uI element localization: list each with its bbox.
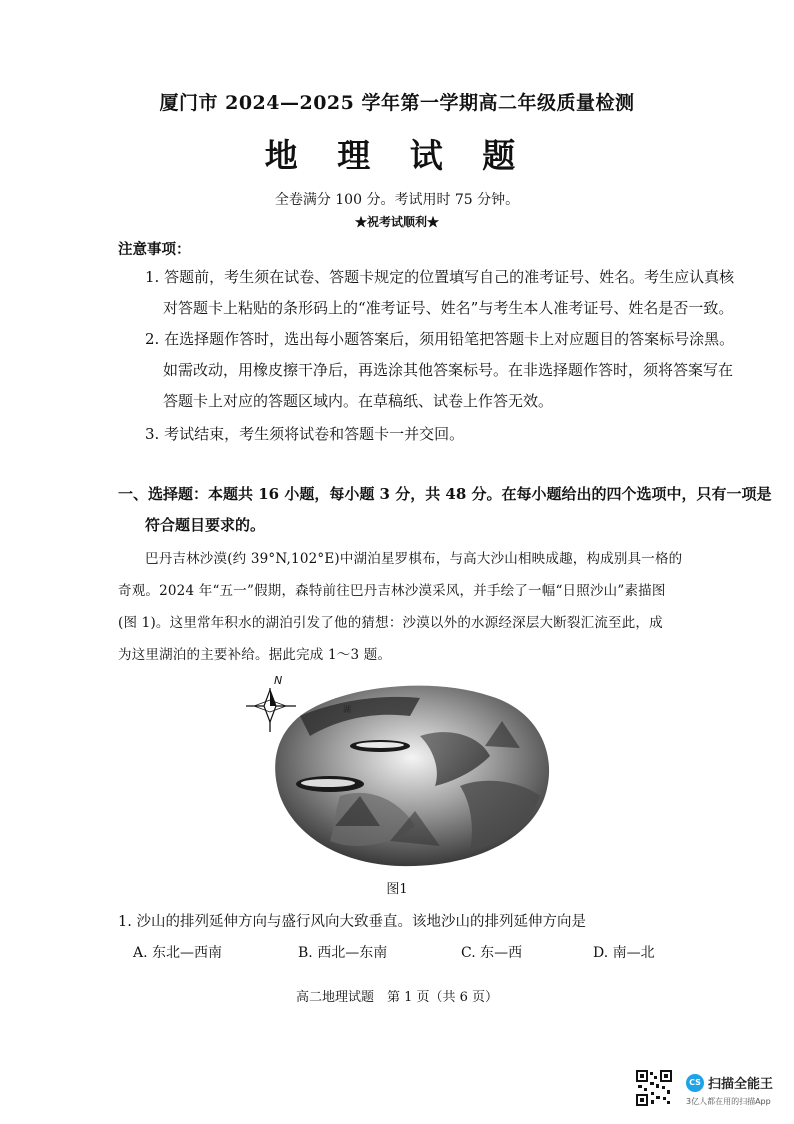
svg-text:湖: 湖 [343, 705, 351, 714]
passage-line: 巴丹吉林沙漠(约 39°N,102°E)中湖泊星罗棋布，与高大沙山相映成趣，构成别具一格的 [145, 551, 683, 567]
notice-line: 对答题卡上粘贴的条形码上的“准考证号、姓名”与考生本人准考证号、姓名是否一致。 [163, 299, 734, 317]
scanner-app-name: 扫描全能王 [708, 1077, 774, 1092]
exam-header: 厦门市 2024—2025 学年第一学期高二年级质量检测 [159, 92, 635, 114]
notice-line: 2. 在选择题作答时，选出每小题答案后，须用铅笔把答题卡上对应题目的答案标号涂黑。 [145, 330, 735, 348]
cs-logo-icon: CS [686, 1074, 704, 1092]
exam-wish: ★祝考试顺利★ [354, 215, 439, 229]
score-time-info: 全卷满分 100 分。考试用时 75 分钟。 [274, 192, 520, 208]
passage-line: (图 1)。这里常年积水的湖泊引发了他的猜想：沙漠以外的水源经深层大断裂汇流至此，成 [118, 615, 663, 631]
option-d: D. 南—北 [593, 945, 655, 961]
subject-title: 地 理 试 题 [264, 136, 530, 175]
figure-caption: 图1 [386, 882, 408, 897]
compass-icon [240, 676, 300, 736]
option-c: C. 东—西 [461, 945, 523, 961]
notice-line: 如需改动，用橡皮擦干净后，再选涂其他答案标号。在非选择题作答时，须将答案写在 [163, 361, 734, 379]
page-footer: 高二地理试题 第 1 页（共 6 页） [295, 990, 499, 1005]
notice-line: 3. 考试结束，考生须将试卷和答题卡一并交回。 [145, 425, 465, 443]
qr-code-icon [636, 1070, 672, 1106]
passage-line: 为这里湖泊的主要补给。据此完成 1～3 题。 [118, 647, 392, 663]
question-1-stem: 1. 沙山的排列延伸方向与盛行风向大致垂直。该地沙山的排列延伸方向是 [118, 914, 586, 930]
section-heading: 一、选择题：本题共 16 小题，每小题 3 分，共 48 分。在每小题给出的四个选项中，只有一项是 [118, 485, 772, 503]
north-label: N [274, 674, 283, 687]
notice-line: 答题卡上对应的答题区域内。在草稿纸、试卷上作答无效。 [163, 392, 554, 410]
notice-title: 注意事项： [118, 241, 191, 258]
option-b: B. 西北—东南 [298, 945, 388, 961]
notice-line: 1. 答题前，考生须在试卷、答题卡规定的位置填写自己的准考证号、姓名。考生应认真核 [145, 268, 735, 286]
scanner-tagline: 3亿人都在用的扫描App [686, 1097, 771, 1106]
passage-line: 奇观。2024 年“五一”假期，森特前往巴丹吉林沙漠采风，并手绘了一幅“日照沙山”素描图 [118, 583, 666, 599]
qr-code [636, 1070, 672, 1110]
sand-dune-sketch [240, 676, 560, 872]
option-a: A. 东北—西南 [133, 945, 223, 961]
section-heading-cont: 符合题目要求的。 [145, 516, 266, 534]
